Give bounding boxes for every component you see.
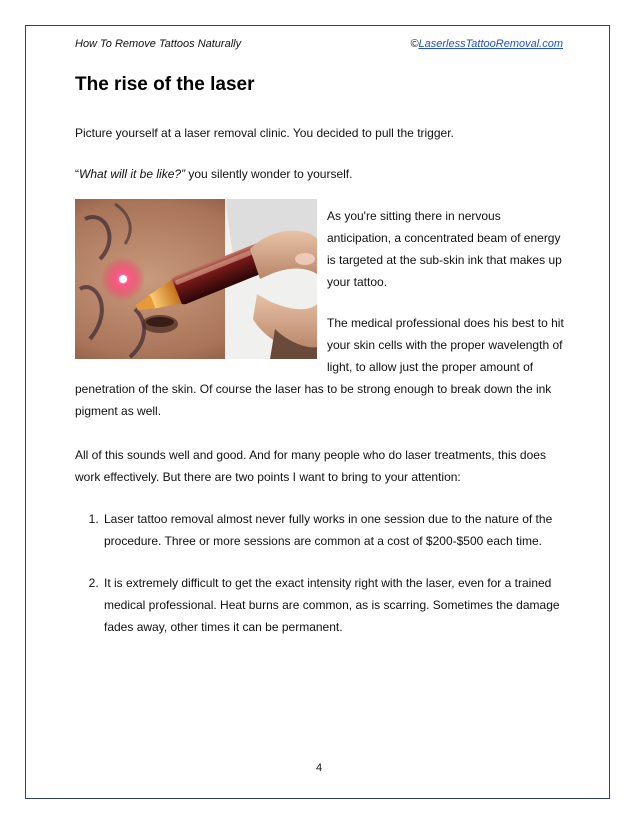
points-list [75, 508, 565, 638]
paragraph-professional: The medical professional does his best to hit your skin cells with the proper wavelength of light, to allow just the proper amount of penetration of the skin. Of course the laser has to be strong enough to break down the ink pigment as well. [75, 316, 564, 418]
page-title: The rise of the laser [75, 74, 255, 95]
list-item: 1. Laser tattoo removal almost never fully works in one session due to the nature of the procedure. Three or more sessions are common at a cost of $200-$500 each time. [102, 508, 565, 552]
site-link[interactable]: LaserlessTattooRemoval.com [418, 38, 563, 50]
running-header-title: How To Remove Tattoos Naturally [75, 38, 242, 50]
body-content [75, 122, 565, 638]
paragraph-points-intro: All of this sounds well and good. And for many people who do laser treatments, this does work effectively. But there are two points I want to bring to your attention: [75, 448, 546, 484]
paragraph-quote [75, 163, 565, 185]
copyright-symbol: © [410, 38, 419, 50]
page-number: 4 [315, 762, 323, 774]
laser-treatment-illustration [75, 199, 317, 359]
list-item: 2. It is extremely difficult to get the exact intensity right with the laser, even for a trained medical professional. Heat burns are common, as is scarring. Sometimes the damage fades away, other times it can be permanent. [102, 572, 565, 638]
quote-italic: What will it be like?” [79, 167, 186, 181]
running-header-site [410, 38, 563, 50]
paragraph-anticipation: As you're sitting there in nervous anticipation, a concentrated beam of energy is targeted at the sub-skin ink that makes up your tattoo. [327, 209, 562, 289]
paragraph-intro: Picture yourself at a laser removal clinic. You decided to pull the trigger. [75, 126, 454, 140]
laser-treatment-photo [75, 199, 317, 359]
quote-open: “ [75, 167, 79, 181]
quote-rest: you silently wonder to yourself. [185, 167, 353, 181]
